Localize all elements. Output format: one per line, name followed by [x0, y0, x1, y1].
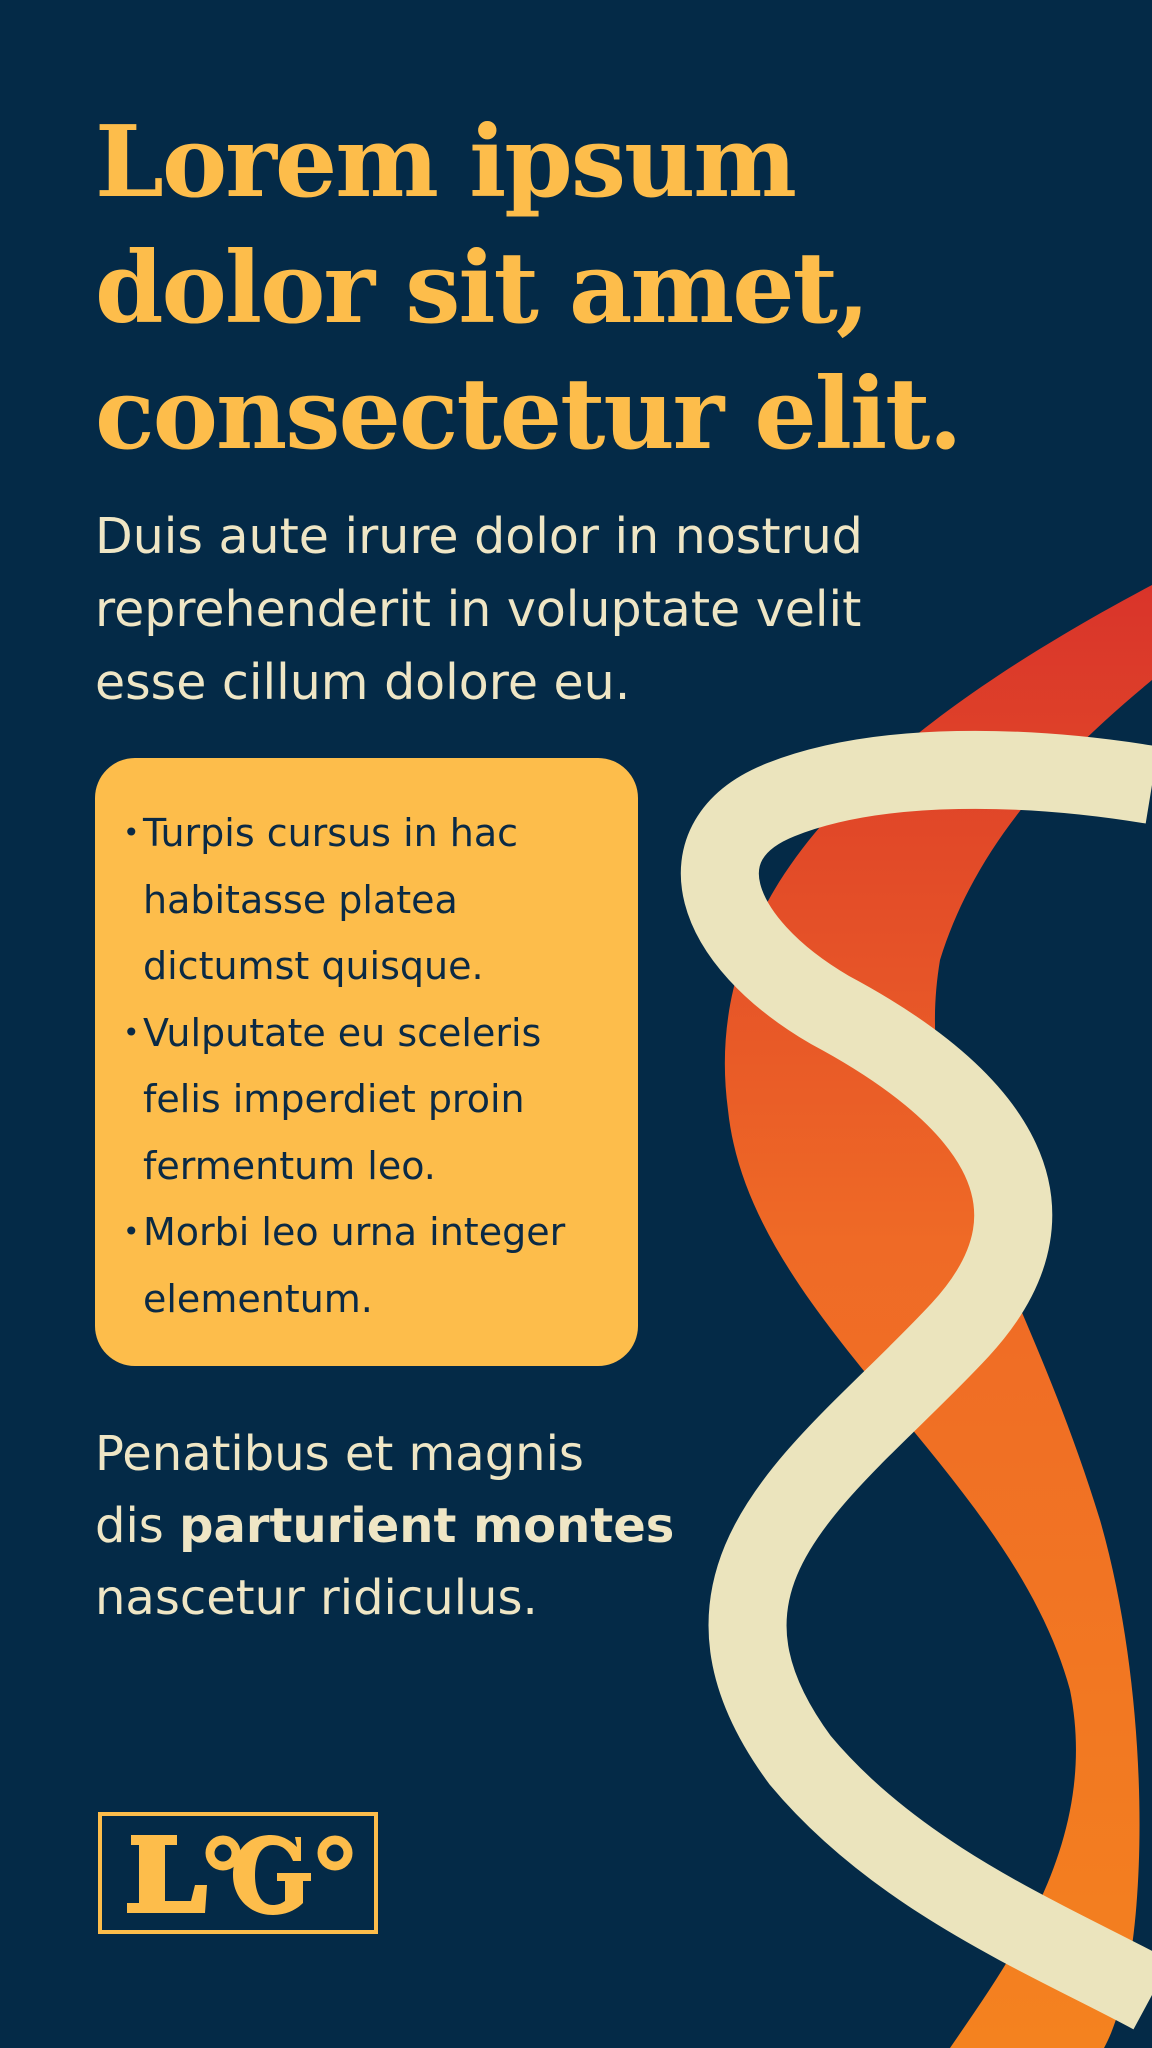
bullet-item: [123, 1000, 618, 1200]
subheadline: [95, 500, 1035, 719]
bullet-text: Vulputate eu sceleris: [143, 1010, 542, 1055]
bullet-text: Turpis cursus in hac: [143, 811, 519, 855]
subhead-line-2: reprehenderit in voluptate velit: [95, 581, 862, 638]
tagline-line-2-prefix: dis: [95, 1498, 180, 1554]
tagline-line-3: nascetur ridiculus.: [95, 1570, 538, 1626]
logo-mark: [113, 1823, 363, 1923]
tagline: [95, 1418, 795, 1634]
subhead-line-1: Duis aute irure dolor in nostrud: [95, 508, 863, 565]
headline-line-1: Lorem ipsum: [95, 105, 795, 220]
bullet-text: elementum.: [143, 1276, 373, 1321]
bullet-text: habitasse platea: [143, 877, 458, 922]
bullet-item: [123, 1199, 618, 1332]
headline-line-2: dolor sit amet,: [95, 231, 868, 346]
tagline-line-1: Penatibus et magnis: [95, 1426, 584, 1482]
bullet-box: [95, 758, 638, 1366]
bullet-list: [123, 800, 618, 1332]
bullet-text: dictumst quisque.: [143, 944, 484, 988]
headline-line-3: consectetur elit.: [95, 357, 961, 472]
bullet-text: felis imperdiet proin: [143, 1077, 525, 1121]
headline: [95, 100, 1075, 478]
tagline-bold-text: parturient montes: [179, 1498, 675, 1554]
logo: [98, 1812, 378, 1934]
bullet-text: Morbi leo urna integer: [143, 1210, 566, 1254]
bullet-item: [123, 800, 618, 1000]
bullet-text: fermentum leo.: [143, 1143, 436, 1188]
subhead-line-3: esse cillum dolore eu.: [95, 654, 631, 711]
